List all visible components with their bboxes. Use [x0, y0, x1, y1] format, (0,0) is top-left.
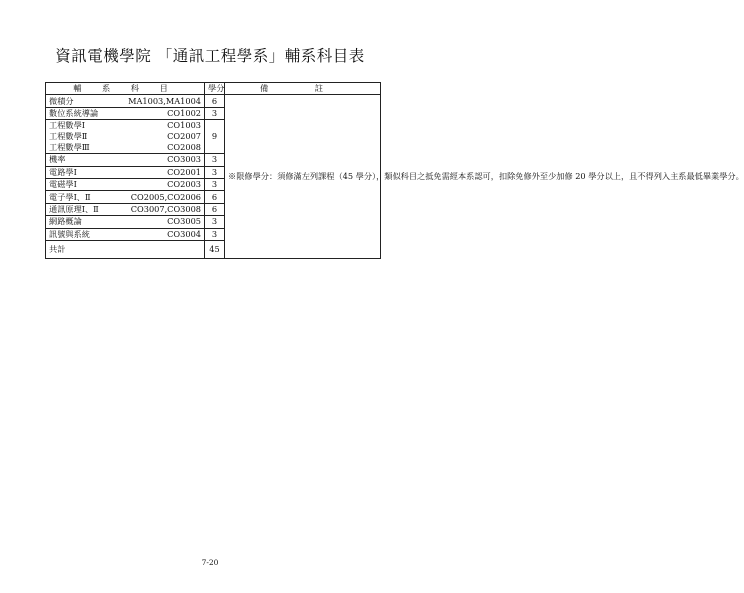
course-code: CO2005,CO2006 — [130, 191, 201, 202]
course-code: CO1003 — [167, 120, 201, 131]
course-name: 數位系統導論 — [49, 107, 99, 118]
course-name: 通訊原理Ⅰ、Ⅱ — [49, 203, 99, 214]
credit-cell: 6 — [205, 95, 225, 107]
header-credits: 學分 — [205, 83, 225, 95]
credit-cell: 3 — [205, 166, 225, 178]
course-cell — [46, 95, 205, 107]
course-code: CO3007,CO3008 — [130, 203, 201, 214]
course-code: CO3004 — [167, 228, 201, 239]
total-credits: 45 — [205, 240, 225, 258]
total-label: 共計 — [46, 240, 205, 258]
reference-mark: ※ — [228, 171, 237, 182]
page-title: 資訊電機學院 「通訊工程學系」輔系科目表 — [55, 47, 365, 65]
course-cell — [46, 120, 205, 154]
course-cell — [46, 228, 205, 240]
course-cell — [46, 178, 205, 190]
course-code: CO2008 — [167, 142, 201, 153]
credit-cell: 6 — [205, 191, 225, 203]
header-course: 輔 系 科 目 — [46, 83, 205, 95]
course-cell — [46, 203, 205, 215]
table-header-row — [46, 83, 381, 95]
course-code: MA1003,MA1004 — [128, 95, 201, 106]
course-code: CO3003 — [167, 154, 201, 165]
course-name: 微積分 — [49, 95, 74, 106]
course-name: 電路學Ⅰ — [49, 166, 77, 177]
remarks-cell — [225, 95, 744, 259]
credit-cell: 3 — [205, 228, 225, 240]
credit-cell: 3 — [205, 107, 225, 119]
header-remarks: 備 註 — [225, 83, 381, 95]
credit-cell: 3 — [205, 178, 225, 190]
course-code: CO2001 — [167, 166, 201, 177]
course-cell — [46, 107, 205, 119]
course-name: 機率 — [49, 154, 66, 165]
table-row — [46, 95, 381, 107]
credit-cell: 3 — [205, 216, 225, 228]
course-name: 電磁學Ⅰ — [49, 179, 77, 190]
course-cell — [46, 191, 205, 203]
minor-course-table — [45, 82, 744, 259]
credit-cell: 9 — [205, 120, 225, 154]
course-cell — [46, 166, 205, 178]
course-code: CO1002 — [167, 107, 201, 118]
course-name: 工程數學Ⅰ — [49, 120, 85, 131]
course-code: CO3005 — [167, 216, 201, 227]
remarks-text: 限修學分：須修滿左列課程（45 學分），類似科目之抵免需經本系認可，扣除免修外至少加修 20 學分以上，且不得列入主系最低畢業學分。 — [236, 171, 744, 182]
credit-cell: 6 — [205, 203, 225, 215]
course-name: 工程數學Ⅱ — [49, 131, 88, 142]
course-name: 電子學Ⅰ、Ⅱ — [49, 191, 91, 202]
course-code: CO2007 — [167, 131, 201, 142]
course-name: 工程數學Ⅲ — [49, 142, 90, 153]
course-name: 訊號與系統 — [49, 228, 90, 239]
course-cell — [46, 216, 205, 228]
course-name: 網路概論 — [49, 216, 82, 227]
credit-cell: 3 — [205, 154, 225, 166]
page-number: 7-20 — [201, 558, 219, 567]
course-code: CO2003 — [167, 179, 201, 190]
course-cell — [46, 154, 205, 166]
